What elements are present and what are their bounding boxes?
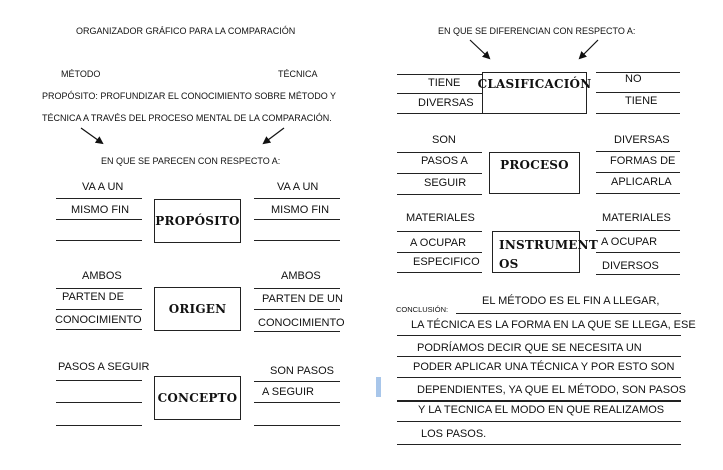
similarity-right-top-2: AMBOS xyxy=(281,270,321,282)
concept-box-concepto: CONCEPTO xyxy=(154,376,241,420)
organizer-title: ORGANIZADOR GRÁFICO PARA LA COMPARACIÓN xyxy=(76,26,296,36)
similarity-right-top-3: SON PASOS xyxy=(270,365,334,377)
similarity-right-top-1: VA A UN xyxy=(277,181,319,193)
difference-right-text-2b: APLICARLA xyxy=(611,176,672,188)
conclusion-line-2: LA TÉCNICA ES LA FORMA EN LA QUE SE LLEGA, ESE xyxy=(411,319,696,331)
difference-right-top-2: DIVERSAS xyxy=(614,134,670,146)
similarity-right-text-2b: CONOCIMIENTO xyxy=(258,317,345,329)
conclusion-line-7: LOS PASOS. xyxy=(421,428,487,440)
concept-box-origen: ORIGEN xyxy=(154,287,241,331)
similarities-heading: EN QUE SE PARECEN CON RESPECTO A: xyxy=(101,156,281,166)
conclusion-line-1: EL MÉTODO ES EL FIN A LLEGAR, xyxy=(482,295,660,307)
instrumentos-line-2: OS xyxy=(499,256,519,271)
difference-left-top-2: SON xyxy=(432,134,456,146)
conclusion-line-3: PODRÍAMOS DECIR QUE SE NECESITA UN xyxy=(417,342,642,354)
similarity-right-text-2a: PARTEN DE UN xyxy=(262,293,343,305)
difference-right-text-3a: A OCUPAR xyxy=(601,236,658,248)
arrow-left-1 xyxy=(81,128,102,143)
purpose-line-1: PROPÓSITO: PROFUNDIZAR EL CONOCIMIENTO SOBRE MÉTODO Y xyxy=(42,91,337,101)
conclusion-line-5: DEPENDIENTES, YA QUE EL MÉTODO, SON PASOS xyxy=(417,384,686,396)
concept-box-proposito: PROPÓSITO xyxy=(154,199,241,243)
difference-right-top-3: MATERIALES xyxy=(602,212,671,224)
technique-label: TÉCNICA xyxy=(278,69,318,79)
similarity-right-text-1: MISMO FIN xyxy=(271,204,330,216)
difference-left-text-3a: A OCUPAR xyxy=(410,237,467,249)
method-label: MÉTODO xyxy=(61,69,101,79)
difference-left-text-1a: TIENE xyxy=(428,77,461,89)
difference-right-text-1b: TIENE xyxy=(625,95,658,107)
difference-left-text-2a: PASOS A xyxy=(421,155,468,167)
similarity-left-text-1: MISMO FIN xyxy=(71,204,130,216)
purpose-line-2: TÉCNICA A TRAVÉS DEL PROCESO MENTAL DE LA COMPARACIÓN. xyxy=(42,113,332,123)
similarity-left-text-2a: PARTEN DE xyxy=(62,291,124,303)
similarity-left-top-3: PASOS A SEGUIR xyxy=(58,361,150,373)
conclusion-line-6: Y LA TECNICA EL MODO EN QUE REALIZAMOS xyxy=(418,404,665,416)
similarity-left-top-1: VA A UN xyxy=(82,181,124,193)
concept-box-proceso: PROCESO xyxy=(489,152,580,194)
similarity-left-text-2b: CONOCIMIENTO xyxy=(55,314,142,326)
differences-heading: EN QUE SE DIFERENCIAN CON RESPECTO A: xyxy=(438,26,636,36)
difference-left-text-1b: DIVERSAS xyxy=(418,97,474,109)
similarity-left-top-2: AMBOS xyxy=(82,270,122,282)
similarity-right-text-3: A SEGUIR xyxy=(262,386,314,398)
arrow-right-1 xyxy=(470,40,489,58)
difference-right-text-1a: NO xyxy=(625,73,642,85)
arrow-right-2 xyxy=(580,40,598,58)
difference-right-text-2a: FORMAS DE xyxy=(610,155,676,167)
difference-right-text-3b: DIVERSOS xyxy=(602,260,659,272)
difference-left-text-3b: ESPECIFICO xyxy=(413,256,480,268)
concept-box-clasificacion: CLASIFICACIÓN xyxy=(482,72,587,114)
difference-left-top-3: MATERIALES xyxy=(406,212,475,224)
arrow-left-2 xyxy=(264,128,284,143)
instrumentos-line-1: INSTRUMENT xyxy=(499,238,598,252)
conclusion-line-4: PODER APLICAR UNA TÉCNICA Y POR ESTO SON xyxy=(413,361,675,373)
conclusion-label: CONCLUSIÓN: xyxy=(396,305,449,314)
difference-left-text-2b: SEGUIR xyxy=(424,177,467,189)
